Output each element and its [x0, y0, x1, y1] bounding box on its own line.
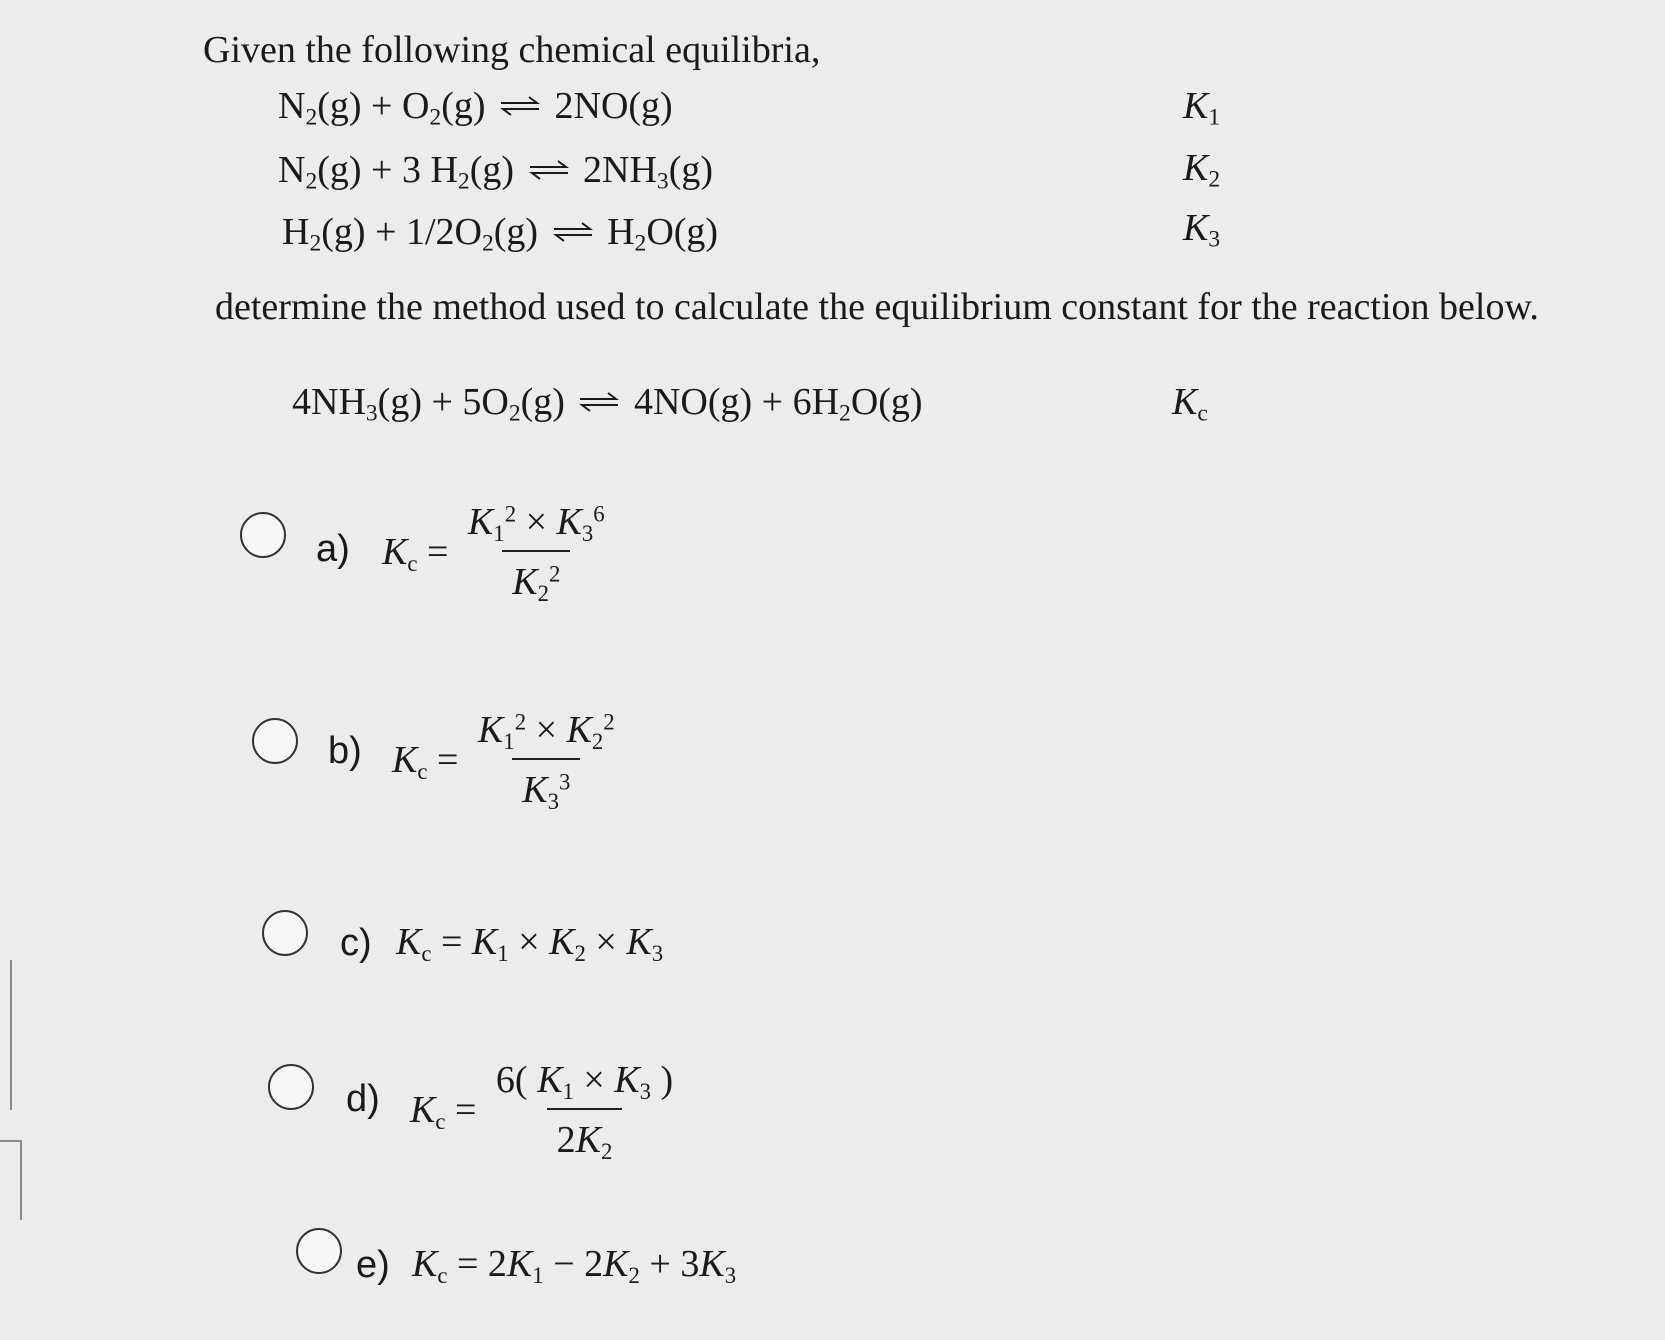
- reaction-3: $H_2(g) + 1/2O_2(g)$ $H_2O(g)$: [282, 211, 719, 257]
- k3-label: $K_3$: [1183, 207, 1221, 253]
- screen-edge-line: [10, 960, 12, 1110]
- option-d-expression: $K_c$ = $\frac{6( K_1 \times K_3 )}{2K_2}$: [410, 1059, 674, 1164]
- option-e-letter: e): [356, 1244, 390, 1286]
- option-b-letter: b): [328, 730, 362, 772]
- target-reaction: $4NH_3(g) + 5O_2(g) 4NO(g) + 6H_2O(g)$: [292, 381, 923, 427]
- equilibrium-arrow-icon: [499, 96, 541, 116]
- intro-text: Given the following chemical equilibria,: [203, 29, 821, 71]
- option-a-radio[interactable]: [240, 512, 286, 558]
- screen-edge-line: [0, 1140, 20, 1142]
- option-c-letter: c): [340, 922, 372, 964]
- option-e-expression: $K_c = 2K_1 - 2K_2 + 3K_3$: [412, 1243, 737, 1288]
- k2-label: $K_2$: [1183, 147, 1221, 193]
- screen-edge-line: [20, 1140, 22, 1220]
- option-c-radio[interactable]: [262, 910, 308, 956]
- option-a-letter: a): [316, 528, 350, 570]
- equilibrium-arrow-icon: [578, 392, 620, 412]
- k1-label: $K_1$: [1183, 85, 1221, 131]
- instruction-text: determine the method used to calculate the equilibrium constant for the reaction below.: [215, 286, 1539, 328]
- kc-label: $K_c$: [1172, 381, 1208, 427]
- option-a-expression: $K_c$ = $\frac{K_1^2 \times K_3^6}{K_2^2}$: [382, 501, 605, 606]
- option-d-radio[interactable]: [268, 1064, 314, 1110]
- option-d-letter: d): [346, 1078, 380, 1120]
- option-b-radio[interactable]: [252, 718, 298, 764]
- reaction-2: $N_2(g) + 3$ $H_2(g)$ $2NH_3(g)$: [278, 149, 713, 195]
- equilibrium-arrow-icon: [528, 160, 570, 180]
- reaction-1: $N_2(g) + O_2(g)$ 2NO(g): [278, 85, 673, 131]
- option-b-expression: $K_c$ = $\frac{K_1^2 \times K_2^2}{K_3^3}$: [392, 709, 615, 814]
- option-e-radio[interactable]: [296, 1228, 342, 1274]
- equilibrium-arrow-icon: [552, 222, 594, 242]
- option-c-expression: $K_c = K_1 \times K_2 \times K_3$: [396, 921, 664, 966]
